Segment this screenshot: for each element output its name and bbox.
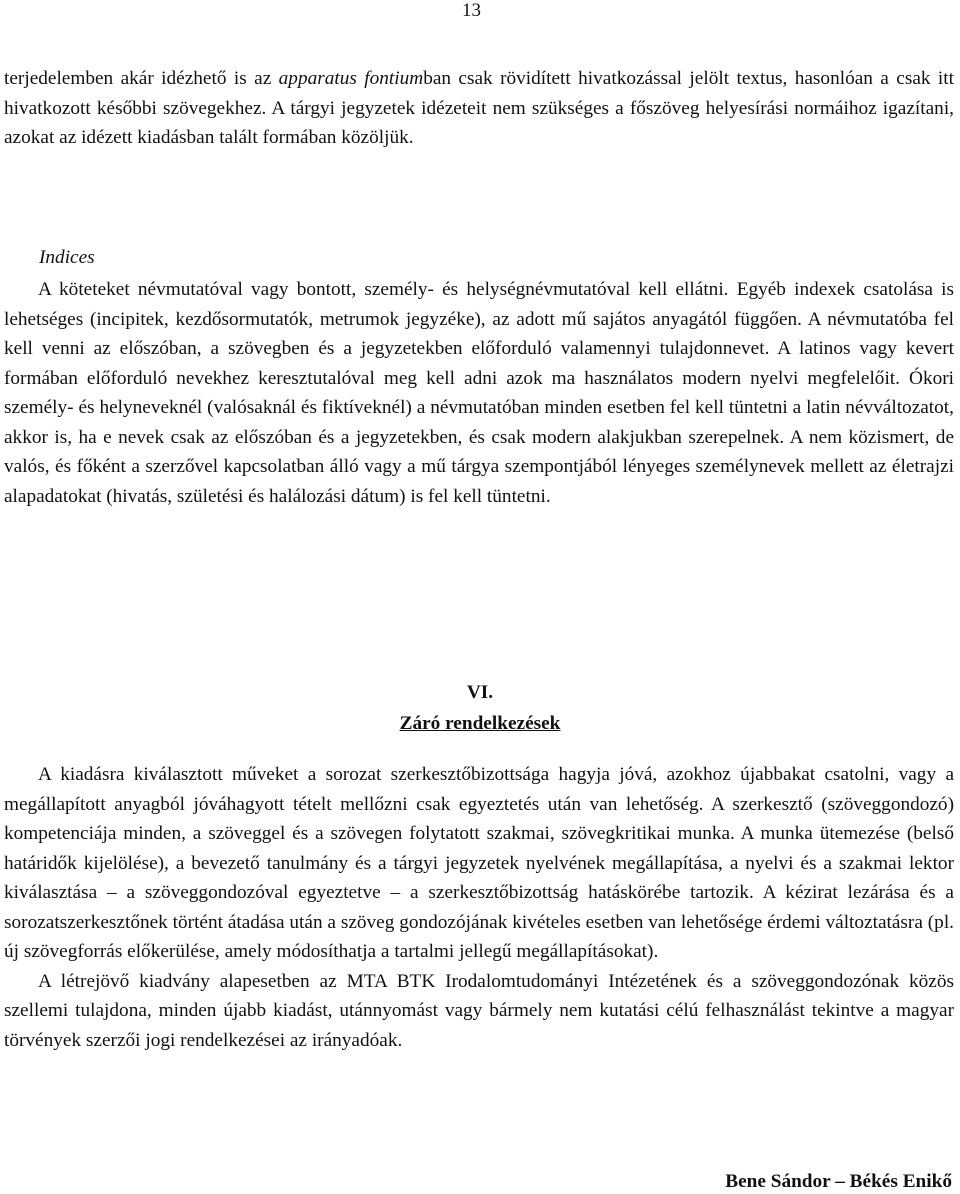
intro-paragraph: [4, 64, 954, 153]
chapter-title: [0, 709, 960, 739]
page-number: 13: [462, 0, 481, 21]
chapter-number: VI.: [466, 682, 494, 703]
closing-paragraph-1: A kiadásra kiválasztott műveket a sorozat szerkesztőbizottsága hagyja jóvá, azokhoz újabbakat csatolni, vagy a megállapított anyagból jóváhagyott tételt mellőzni csak egyeztetés után van lehetőség. A szerkesztő (szöveggondozó) kompetenciája minden, a szöveggel és a szövegen folytatott szakmai, szövegkritikai munka. A munka ütemezése (belső határidők kijelölése), a bevezető tanulmány és a tárgyi jegyzetek nyelvének megállapítása, a nyelvi és a szakmai lektor kiválasztása – a szöveggondozóval egyeztetve – a szerkesztőbizottság hatáskörébe tartozik. A kézirat lezárása és a sorozatszerkesztőnek történt átadása után a szöveg gondozójának kivételes esetben van lehetősége érdemi változtatásra (pl. új szövegforrás előkerülése, amely módosíthatja a tartalmi jellegű megállapításokat).: [4, 764, 954, 962]
intro-text-start: terjedelemben akár idézhető is az: [4, 68, 279, 89]
chapter-title-text: Záró rendelkezések: [399, 713, 561, 734]
closing-paragraph-2: A létrejövő kiadvány alapesetben az MTA BTK Irodalomtudományi Intézetének és a szöveggondozónak közös szellemi tulajdona, minden újabb kiadást, utánnyomást vagy bármely nem kutatási célú felhasználást tekintve a magyar törvények szerzői jogi rendelkezései az irányadóak.: [4, 970, 954, 1051]
indices-section: [4, 275, 954, 511]
indices-heading: Indices: [39, 247, 95, 268]
intro-text-end: ban csak rövidített hivatkozással jelölt textus, hasonlóan a csak itt hivatkozott későbbi szövegekhez. A tárgyi jegyzetek idézeteit nem szükséges a főszöveg helyesírási normáihoz igazítani, azokat az idézett kiadásban talált formában közöljük.: [4, 68, 954, 148]
closing-section: [4, 760, 954, 1055]
apparatus-fontium-term: apparatus fontium: [278, 68, 424, 89]
indices-paragraph: A köteteket névmutatóval vagy bontott, személy- és helységnévmutatóval kell ellátni. Egyéb indexek csatolása is lehetséges (incipitek, kezdősormutatók, metrumok jegyzéke), az adott mű sajátos anyagától függően. A névmutatóba fel kell venni az előszóban, a szövegben és a jegyzetekben előforduló valamennyi tulajdonnevet. A latinos vagy kevert formában előforduló nevekhez keresztutalóval meg kell adni azok ma használatos modern nyelvi megfelelőit. Ókori személy- és helyneveknél (valósaknál és fiktíveknél) a névmutatóban minden esetben fel kell tüntetni a latin névváltozatot, akkor is, ha e nevek csak az előszóban és a jegyzetekben, és csak modern alakjukban szerepelnek. A nem közismert, de valós, és főként a szerzővel kapcsolatban álló vagy a mű tárgya szempontjából lényeges személynevek mellett az életrajzi alapadatokat (hivatás, születési és halálozási dátum) is fel kell tüntetni.: [4, 279, 954, 507]
author-signature: Bene Sándor – Békés Enikő: [725, 1171, 952, 1192]
